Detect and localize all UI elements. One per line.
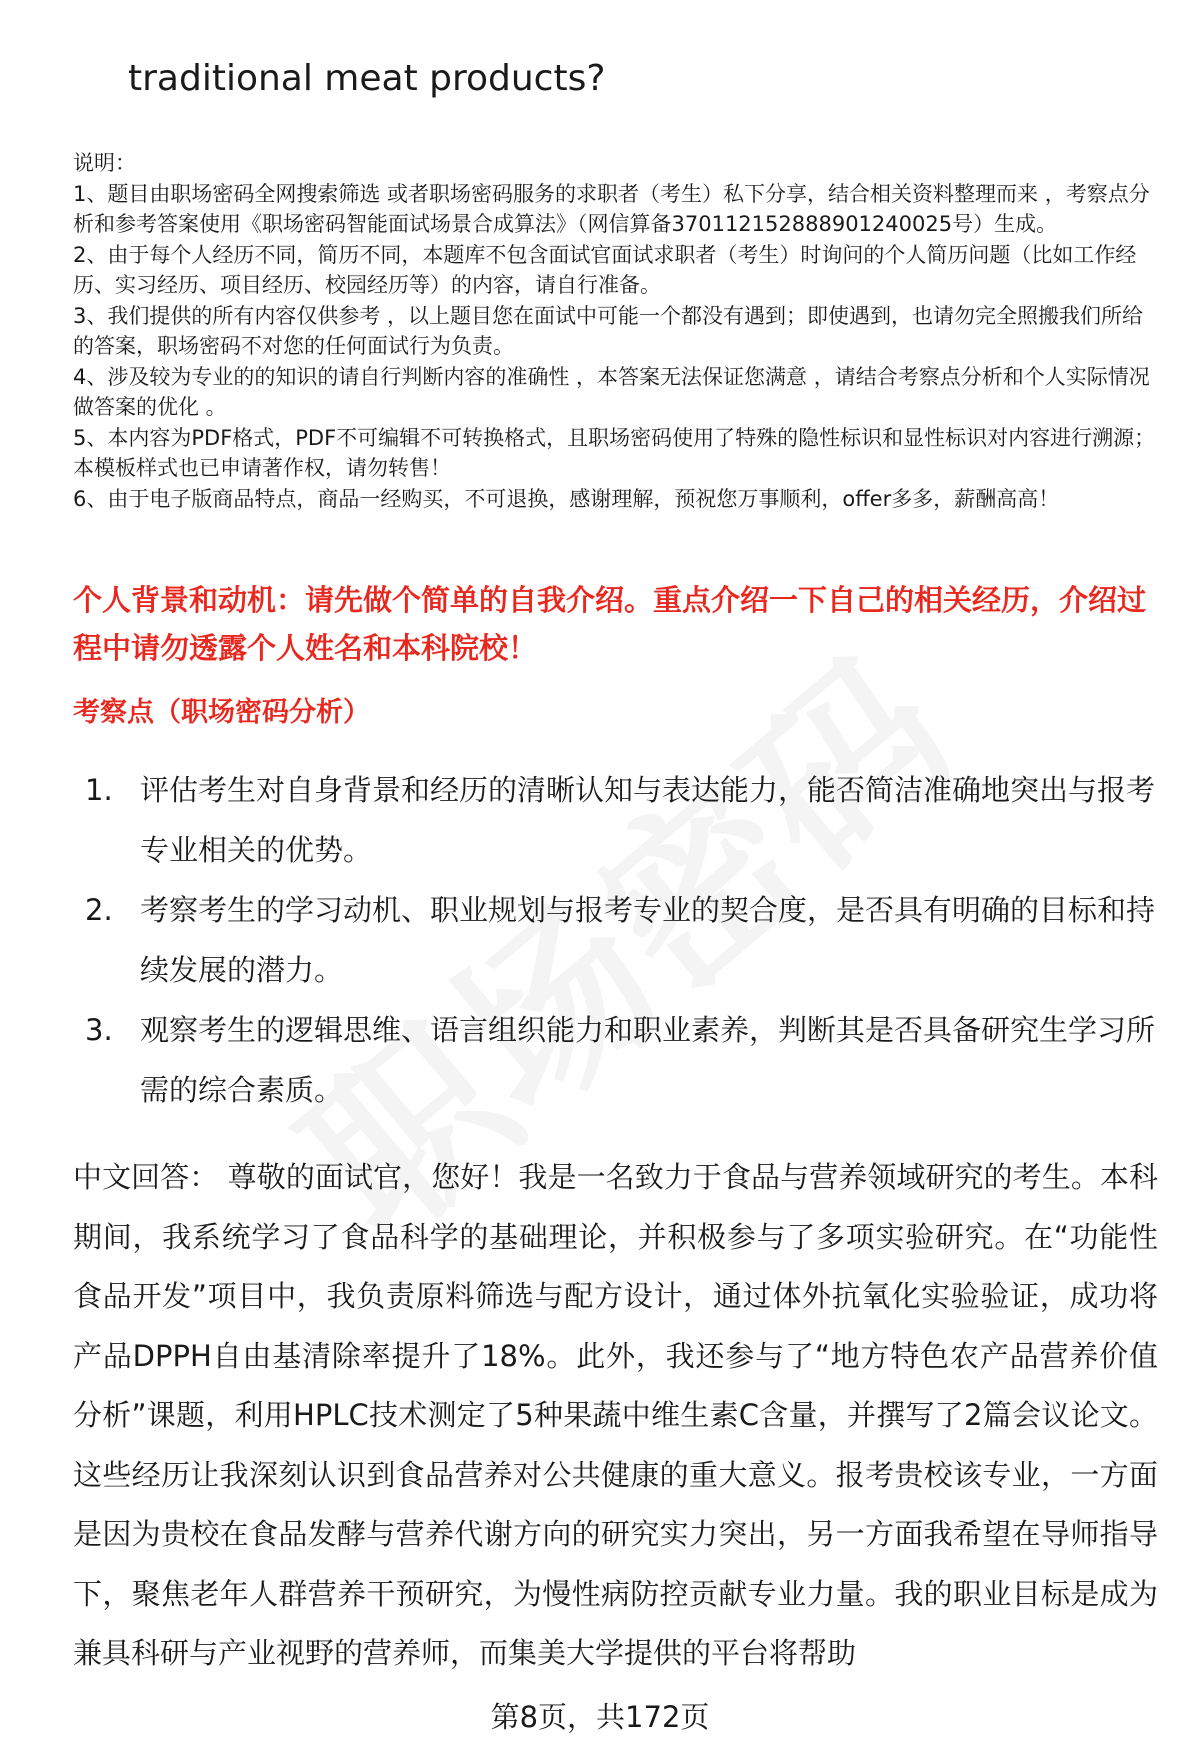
- assessment-points-title: 考察点（职场密码分析）: [73, 697, 370, 728]
- list-item: [73, 880, 1158, 1000]
- list-item-text: 观察考生的逻辑思维、语言组织能力和职业素养，判断其是否具备研究生学习所需的综合素质。: [140, 1013, 1156, 1107]
- note-item: 4、涉及较为专业的的知识的请自行判断内容的准确性 ，本答案无法保证您满意 ，请结合考察点分析和个人实际情况做答案的优化 。: [73, 364, 1150, 419]
- list-item-text: 评估考生对自身背景和经历的清晰认知与表达能力，能否简洁准确地突出与报考专业相关的优势。: [140, 773, 1156, 867]
- note-item: 3、我们提供的所有内容仅供参考 ，以上题目您在面试中可能一个都没有遇到；即使遇到，也请勿完全照搬我们所给的答案，职场密码不对您的任何面试行为负责。: [73, 303, 1144, 358]
- list-item-number: 3.: [85, 1013, 113, 1047]
- note-item: 6、由于电子版商品特点，商品一经购买，不可退换，感谢理解，预祝您万事顺利，offer多多，薪酬高高！: [73, 486, 1060, 511]
- list-item: [73, 1000, 1158, 1120]
- note-item: 2、由于每个人经历不同，简历不同，本题库不包含面试官面试求职者（考生）时询问的个人简历问题（比如工作经历、实习经历、项目经历、校园经历等）的内容，请自行准备。: [73, 242, 1137, 297]
- page-number: 第8页，共172页: [490, 1700, 710, 1734]
- list-item-number: 2.: [85, 893, 113, 927]
- notes-section: [73, 148, 1158, 514]
- note-item: 1、题目由职场密码全网搜索筛选 或者职场密码服务的求职者（考生）私下分享，结合相关资料整理而来 ，考察点分析和参考答案使用《职场密码智能面试场景合成算法》（网信算备370112152888901240025号）生成。: [73, 181, 1150, 236]
- interview-question: 个人背景和动机：请先做个简单的自我介绍。重点介绍一下自己的相关经历，介绍过程中请勿透露个人姓名和本科院校！: [73, 583, 1147, 665]
- list-item-number: 1.: [85, 773, 113, 807]
- question-english-tail: traditional meat products?: [128, 58, 606, 99]
- chinese-answer: 中文回答： 尊敬的面试官，您好！我是一名致力于食品与营养领域研究的考生。本科期间，我系统学习了食品科学的基础理论，并积极参与了多项实验研究。在“功能性食品开发”项目中，我负责原料筛选与配方设计，通过体外抗氧化实验验证，成功将产品DPPH自由基清除率提升了18%。此外，我还参与了“地方特色农产品营养价值分析”课题，利用HPLC技术测定了5种果蔬中维生素C含量，并撰写了2篇会议论文。这些经历让我深刻认识到食品营养对公共健康的重大意义。报考贵校该专业，一方面是因为贵校在食品发酵与营养代谢方向的研究实力突出，另一方面我希望在导师指导下，聚焦老年人群营养干预研究，为慢性病防控贡献专业力量。我的职业目标是成为兼具科研与产业视野的营养师，而集美大学提供的平台将帮助: [73, 1160, 1158, 1670]
- list-item-text: 考察考生的学习动机、职业规划与报考专业的契合度，是否具有明确的目标和持续发展的潜力。: [140, 893, 1156, 987]
- note-item: 5、本内容为PDF格式，PDF不可编辑不可转换格式，且职场密码使用了特殊的隐性标识和显性标识对内容进行溯源；本模板样式也已申请著作权，请勿转售！: [73, 425, 1156, 480]
- assessment-points-list: [73, 760, 1158, 1120]
- list-item: [73, 760, 1158, 880]
- notes-label: 说明：: [73, 151, 136, 175]
